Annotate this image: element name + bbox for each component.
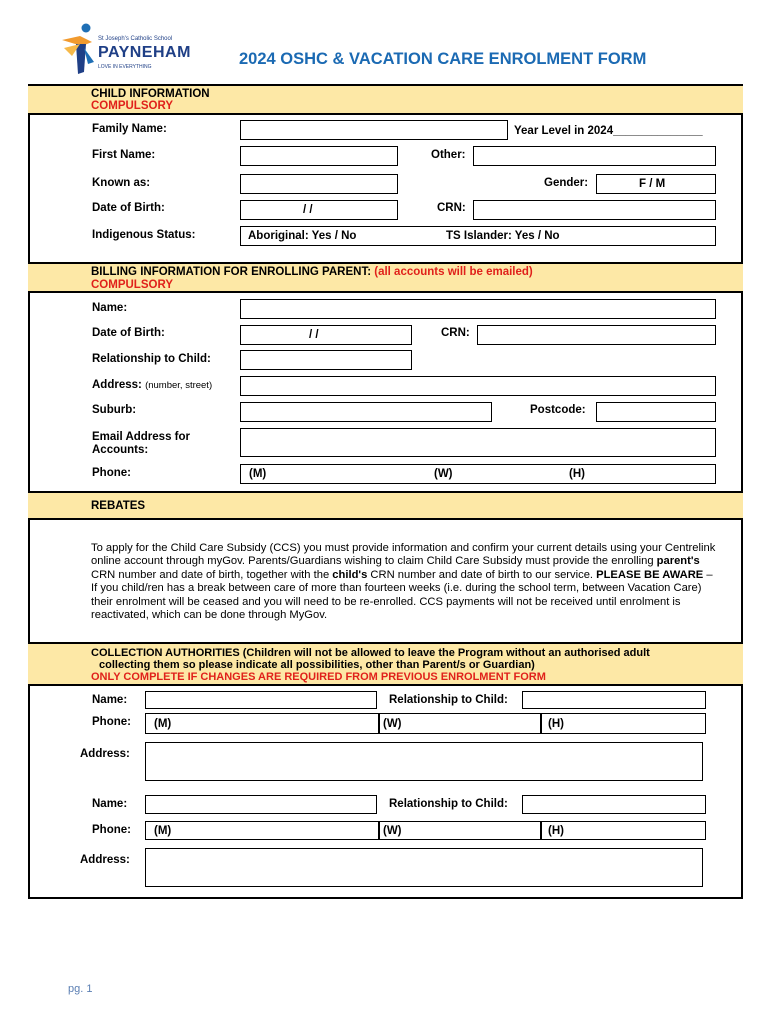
other-field[interactable]	[473, 146, 716, 166]
rebates-text-4: – If you child/ren has a break between care of more than fourteen weeks (i.e. during the school term, between Vacation Care) their enrolment will be ceased and you will need to be re-enrolled. CCS payments will not be received until enrolment is reactivated, which can be done through MyGov.	[91, 568, 713, 622]
collect2-phone-divider-2	[540, 821, 542, 840]
collect1-address-field[interactable]	[145, 742, 703, 781]
billing-relationship-field[interactable]	[240, 350, 412, 370]
collect2-phone-divider-1	[378, 821, 380, 840]
gender-options: F / M	[639, 178, 666, 190]
collect2-relationship-label: Relationship to Child:	[389, 798, 508, 810]
billing-crn-field[interactable]	[477, 325, 716, 345]
school-logo	[58, 22, 190, 80]
billing-phone-w: (W)	[434, 468, 453, 480]
child-crn-label: CRN:	[437, 202, 466, 214]
family-name-label: Family Name:	[92, 123, 167, 135]
collect2-address-label: Address:	[80, 854, 130, 866]
other-label: Other:	[431, 149, 466, 161]
collect2-address-field[interactable]	[145, 848, 703, 887]
collect2-phone-label: Phone:	[92, 824, 131, 836]
billing-emailed-note: (all accounts will be emailed)	[374, 266, 533, 278]
collection-header	[28, 642, 743, 686]
billing-phone-field[interactable]	[240, 464, 716, 484]
collect2-name-field[interactable]	[145, 795, 377, 814]
billing-address-field[interactable]	[240, 376, 716, 396]
billing-crn-label: CRN:	[441, 327, 470, 339]
page-number: pg. 1	[68, 983, 93, 995]
rebates-bold-parents: parent's	[656, 555, 700, 568]
billing-relationship-label: Relationship to Child:	[92, 353, 211, 365]
billing-dob-field[interactable]	[240, 325, 412, 345]
collect1-relationship-label: Relationship to Child:	[389, 694, 508, 706]
rebates-text-3: CRN number and date of birth to our service.	[367, 568, 597, 581]
billing-address-hint: (number, street)	[145, 380, 213, 391]
form-title: 2024 OSHC & VACATION CARE ENROLMENT FORM	[239, 50, 647, 68]
logo-tagline: LOVE IN EVERYTHING	[98, 64, 152, 70]
child-info-heading: CHILD INFORMATION	[91, 88, 210, 100]
child-crn-field[interactable]	[473, 200, 716, 220]
known-as-field[interactable]	[240, 174, 398, 194]
billing-phone-label: Phone:	[92, 467, 131, 479]
collect2-phone-h: (H)	[548, 824, 564, 837]
year-level-label[interactable]: Year Level in 2024______________	[514, 125, 703, 137]
indigenous-status-label: Indigenous Status:	[92, 229, 196, 241]
collect2-phone-m: (M)	[154, 824, 172, 837]
postcode-field[interactable]	[596, 402, 716, 422]
child-dob-label: Date of Birth:	[92, 202, 165, 214]
child-info-header	[28, 84, 743, 115]
known-as-label: Known as:	[92, 177, 151, 189]
email-label-line1: Email Address for	[92, 431, 190, 443]
collect1-relationship-field[interactable]	[522, 691, 706, 709]
email-label-line2: Accounts:	[92, 444, 149, 456]
rebates-header	[28, 491, 743, 520]
billing-heading	[91, 266, 533, 278]
collect1-name-label: Name:	[92, 694, 128, 706]
billing-phone-h: (H)	[569, 468, 585, 480]
collect2-relationship-field[interactable]	[522, 795, 706, 814]
collection-heading: COLLECTION AUTHORITIES (Children will not be allowed to leave the Program without an authorised adult	[91, 647, 650, 659]
suburb-label: Suburb:	[92, 404, 137, 416]
rebates-text-1: To apply for the Child Care Subsidy (CCS) you must provide information and confirm your current details using your Centrelink online account through myGov. Parents/Guardians wishing to claim Child Care Subsidy must provide the enrolling	[91, 542, 716, 568]
collect1-name-field[interactable]	[145, 691, 377, 709]
billing-name-field[interactable]	[240, 299, 716, 319]
rebates-paragraph	[91, 542, 721, 622]
suburb-field[interactable]	[240, 402, 492, 422]
billing-address-text: Address:	[92, 379, 142, 391]
aboriginal-option: Aboriginal: Yes / No	[248, 230, 357, 242]
collect1-phone-divider-2	[540, 713, 542, 734]
collect1-phone-m: (M)	[154, 717, 172, 730]
logo-figure-icon	[58, 22, 98, 78]
family-name-field[interactable]	[240, 120, 508, 140]
collect1-address-label: Address:	[80, 748, 130, 760]
collect1-phone-h: (H)	[548, 717, 564, 730]
indigenous-status-field[interactable]	[240, 226, 716, 246]
collect2-name-label: Name:	[92, 798, 128, 810]
collect1-phone-field[interactable]	[145, 713, 706, 734]
logo-school-line: St Joseph's Catholic School	[98, 36, 173, 42]
child-compulsory-label: COMPULSORY	[91, 100, 173, 112]
gender-field[interactable]	[596, 174, 716, 194]
collection-heading-line2: collecting them so please indicate all possibilities, other than Parent/s or Guardian)	[99, 659, 535, 671]
email-field[interactable]	[240, 428, 716, 457]
first-name-field[interactable]	[240, 146, 398, 166]
gender-label: Gender:	[544, 177, 589, 189]
billing-dob-separators: / /	[309, 329, 319, 341]
collection-only-note: ONLY COMPLETE IF CHANGES ARE REQUIRED FROM PREVIOUS ENROLMENT FORM	[91, 671, 546, 683]
first-name-label: First Name:	[92, 149, 156, 161]
billing-name-label: Name:	[92, 302, 128, 314]
ts-islander-option: TS Islander: Yes / No	[446, 230, 560, 242]
rebates-bold-childs: child's	[332, 568, 368, 581]
rebates-bold-aware: PLEASE BE AWARE	[596, 568, 704, 581]
billing-header	[28, 262, 743, 293]
postcode-label: Postcode:	[530, 404, 586, 416]
rebates-text-2: CRN number and date of birth, together with the	[91, 568, 333, 581]
collect2-phone-field[interactable]	[145, 821, 706, 840]
collect2-phone-w: (W)	[383, 824, 402, 837]
collect1-phone-divider-1	[378, 713, 380, 734]
billing-dob-label: Date of Birth:	[92, 327, 165, 339]
billing-phone-m: (M)	[249, 468, 267, 480]
child-dob-field[interactable]	[240, 200, 398, 220]
billing-compulsory-label: COMPULSORY	[91, 279, 173, 291]
collect1-phone-label: Phone:	[92, 716, 131, 728]
collect1-phone-w: (W)	[383, 717, 402, 730]
billing-address-label	[92, 379, 212, 391]
rebates-heading: REBATES	[91, 500, 146, 512]
child-dob-separators: / /	[303, 204, 313, 216]
billing-heading-text: BILLING INFORMATION FOR ENROLLING PARENT:	[91, 266, 372, 278]
logo-name: PAYNEHAM	[98, 44, 191, 61]
